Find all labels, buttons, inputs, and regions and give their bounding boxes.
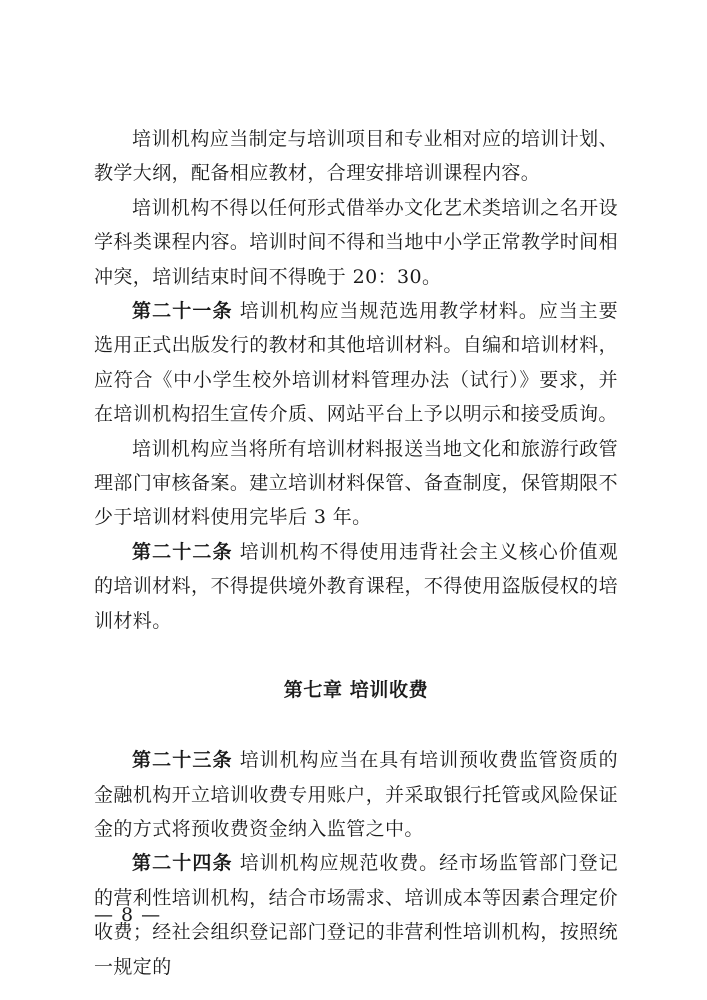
paragraph-text: 培训机构应当制定与培训项目和专业相对应的培训计划、教学大纲，配备相应教材，合理安排培训课程内容。 [94, 128, 618, 185]
paragraph-text: 培训机构应当将所有培训材料报送当地文化和旅游行政管理部门审核备案。建立培训材料保管、备查制度，保管期限不少于培训材料使用完毕后 3 年。 [94, 437, 618, 529]
article-22 [94, 535, 618, 638]
page-number: — 8 — [94, 904, 162, 926]
article-text: 培训机构不得使用违背社会主义核心价值观的培训材料，不得提供境外教育课程，不得使用盗版侵权的培训材料。 [94, 540, 618, 632]
article-23 [94, 743, 618, 846]
paragraph-course-restriction [94, 191, 618, 294]
article-24 [94, 846, 618, 984]
paragraph-materials-filing [94, 432, 618, 535]
paragraph-text: 培训机构不得以任何形式借举办文化艺术类培训之名开设学科类课程内容。培训时间不得和当地中小学正常教学时间相冲突，培训结束时间不得晚于 20：30。 [94, 196, 618, 288]
article-text: 培训机构应当在具有培训预收费监管资质的金融机构开立培训收费专用账户，并采取银行托管或风险保证金的方式将预收费资金纳入监管之中。 [94, 749, 618, 840]
page-body [94, 122, 618, 984]
article-heading: 第二十三条 [132, 749, 233, 772]
article-heading: 第二十四条 [132, 852, 233, 875]
chapter-title: 第七章 培训收费 [283, 679, 429, 702]
article-heading: 第二十一条 [132, 300, 233, 323]
article-heading: 第二十二条 [132, 540, 233, 563]
paragraph-curriculum-plan [94, 122, 618, 191]
article-21 [94, 294, 618, 432]
article-text: 培训机构应当规范选用教学材料。应当主要选用正式出版发行的教材和其他培训材料。自编和培训材料，应符合《中小学生校外培训材料管理办法（试行）》要求，并在培训机构招生宣传介质、网站平台上予以明示和接受质询。 [94, 300, 618, 426]
article-text: 培训机构应规范收费。经市场监管部门登记的营利性培训机构，结合市场需求、培训成本等因素合理定价收费；经社会组织登记部门登记的非营利性培训机构，按照统一规定的 [94, 852, 618, 978]
